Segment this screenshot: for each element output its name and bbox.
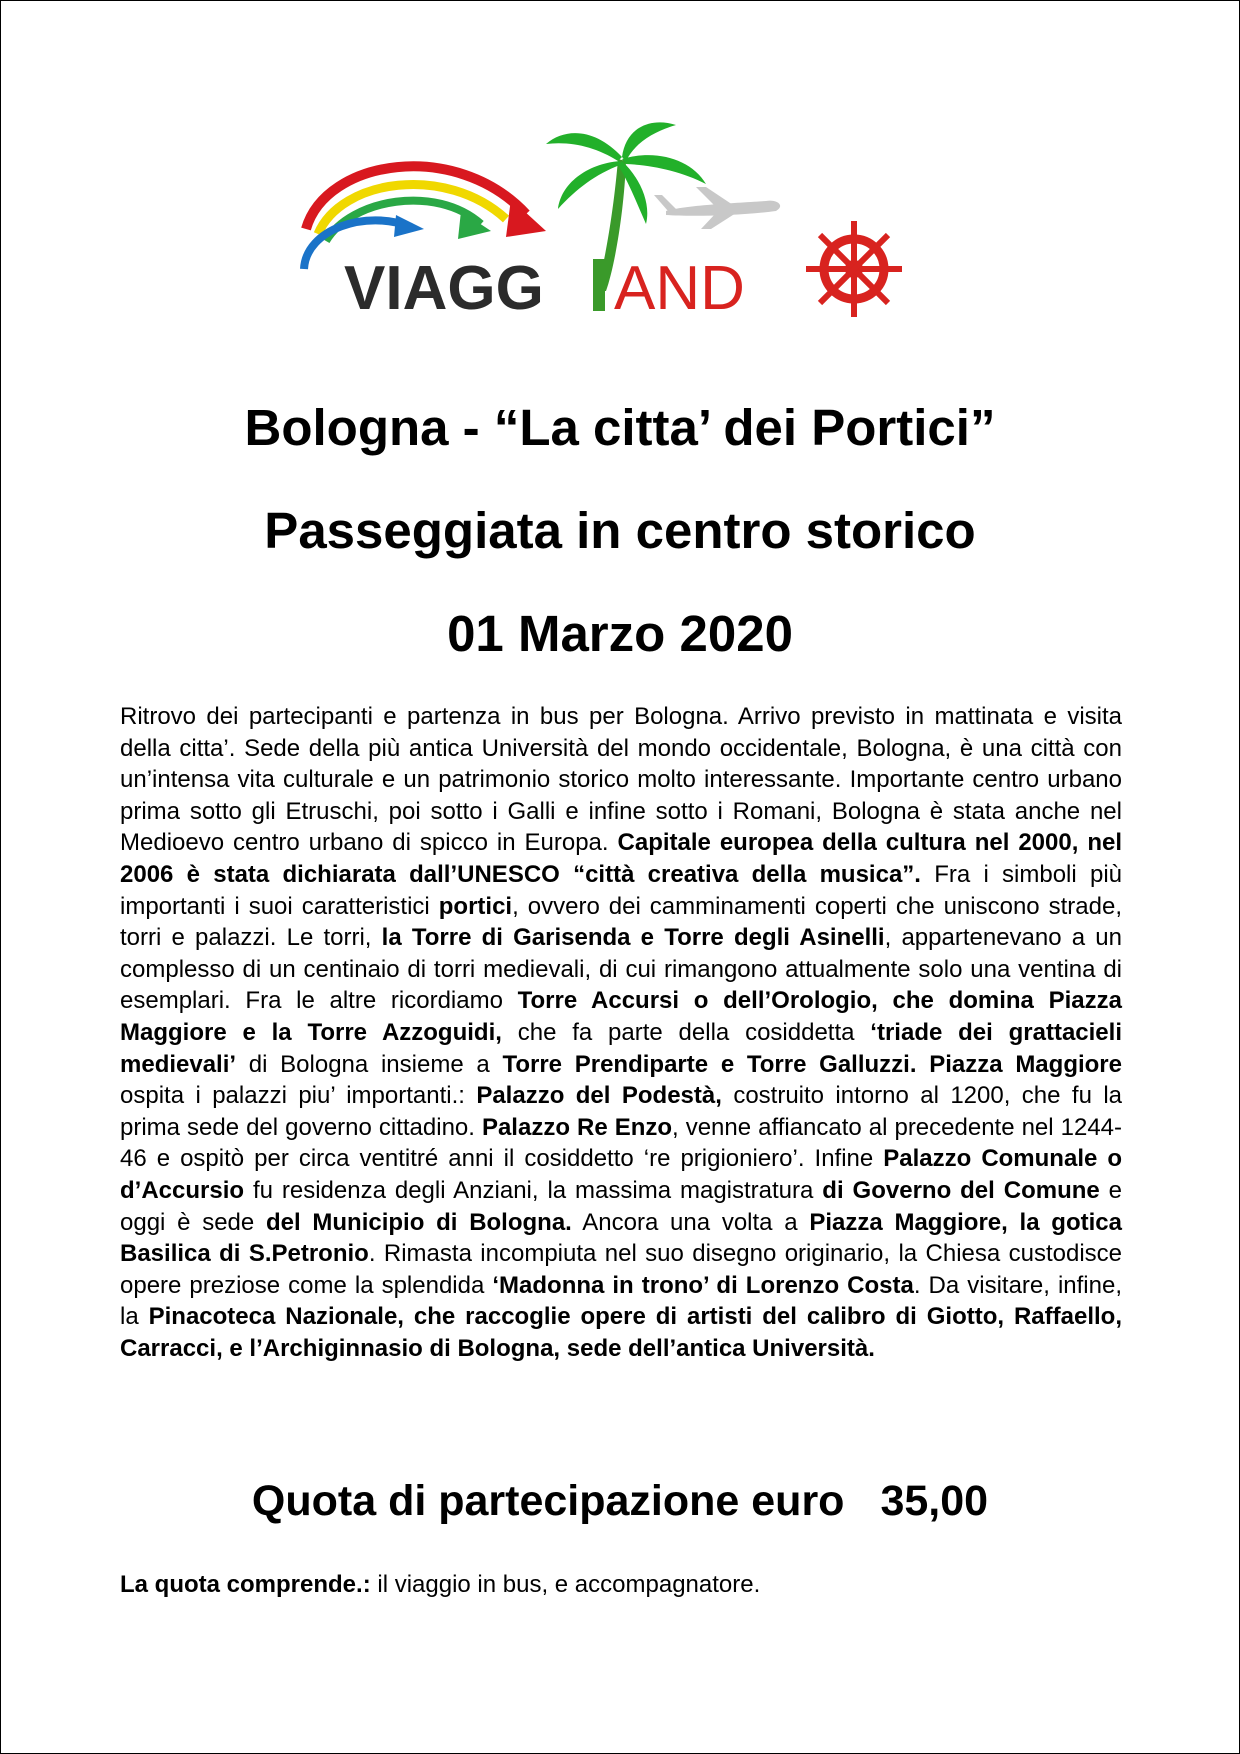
logo-text-right: AND bbox=[614, 254, 745, 323]
title-line-1: Bologna - “La citta’ dei Portici” bbox=[244, 399, 996, 456]
body-text-segment: di Bologna insieme a bbox=[236, 1050, 503, 1078]
highlight-text: di Governo del Comune bbox=[822, 1176, 1100, 1204]
body-text-segment: , ovvero dei camminamenti coperti che uniscono strade, torri e palazzi. Le torri, bbox=[120, 892, 1123, 952]
includes-text: il viaggio in bus, e accompagnatore. bbox=[370, 1571, 761, 1598]
body-text-segment: Fra i simboli più importanti i suoi caratteristici bbox=[120, 860, 1122, 920]
highlight-text: Capitale europea della cultura nel 2000, nel 2006 è stata dichiarata dall’UNESCO “città creativa della musica”. bbox=[120, 829, 1122, 888]
palm-trunk-letter bbox=[593, 259, 605, 311]
viaggiando-logo bbox=[296, 119, 946, 349]
body-text-segment: fu residenza degli Anziani, la massima magistratura bbox=[244, 1176, 823, 1204]
highlight-text: ‘Madonna in trono’ di Lorenzo Costa bbox=[492, 1271, 914, 1299]
highlight-text: Palazzo Comunale o d’Accursio bbox=[120, 1145, 1123, 1204]
body-text-segment: Ancora una volta a bbox=[571, 1208, 810, 1236]
highlight-text: portici bbox=[438, 892, 513, 920]
highlight-text: Torre Prendiparte e Torre Galluzzi. Piazza Maggiore bbox=[502, 1050, 1122, 1078]
highlight-text: la Torre di Garisenda e Torre degli Asinelli bbox=[381, 924, 885, 952]
highlight-text: ‘triade dei grattacieli medievali’ bbox=[120, 1018, 1122, 1078]
description-paragraph bbox=[120, 701, 1122, 1364]
body-text-segment: . Rimasta incompiuta nel suo disegno originario, la Chiesa custodisce opere preziose come la splendida bbox=[120, 1240, 1123, 1299]
includes-line bbox=[120, 1571, 760, 1599]
body-text-segment: . Da visitare, infine, la bbox=[120, 1271, 1122, 1331]
includes-label: La quota comprende.: bbox=[120, 1571, 371, 1598]
body-text-segment: costruito intorno al 1200, che fu la prima sede del governo cittadino. bbox=[120, 1082, 1123, 1141]
body-text-segment: che fa parte della cosiddetta bbox=[501, 1018, 871, 1046]
body-text-segment: , appartenevano a un complesso di un centinaio di torri medievali, di cui rimangono attualmente solo una ventina di esemplari. Fra le altre ricordiamo bbox=[120, 924, 1122, 1015]
highlight-text: Piazza Maggiore, la gotica Basilica di S.Petronio bbox=[120, 1208, 1122, 1268]
title-line-2: Passeggiata in centro storico bbox=[264, 502, 976, 559]
body-text-segment: e oggi è sede bbox=[120, 1176, 1122, 1236]
fee-label: Quota di partecipazione euro bbox=[251, 1477, 845, 1525]
highlight-text: Torre Accursi o dell’Orologio, che domina Piazza Maggiore e la Torre Azzoguidi, bbox=[120, 987, 1122, 1046]
highlight-text: del Municipio di Bologna. bbox=[265, 1208, 572, 1236]
fee-line bbox=[1, 1477, 1239, 1526]
body-text-segment: Ritrovo dei partecipanti e partenza in bus per Bologna. Arrivo previsto in mattinata e visita della citta’. Sede della più antica Università del mondo occidentale, Bologna, è una città con un’intensa vita culturale e un patrimonio storico molto interessante. Importante centro urbano prima sotto gli Etruschi, poi sotto i Galli e infine sotto i Romani, Bologna è stata anche nel Medioevo centro urbano di spicco in Europa. bbox=[120, 703, 1122, 857]
body-text-segment: , venne affiancato al precedente nel 1244-46 e ospitò per circa ventitré anni il cosiddetto ‘re prigioniero’. Infine bbox=[120, 1113, 1123, 1173]
highlight-text: Palazzo Re Enzo bbox=[481, 1113, 673, 1141]
fee-amount: 35,00 bbox=[880, 1477, 989, 1525]
highlight-text: Pinacoteca Nazionale, che raccoglie opere di artisti del calibro di Giotto, Raffaello, Carracci, e l’Archiginnasio di Bologna, sede dell’antica Università. bbox=[120, 1303, 1122, 1362]
highlight-text: Palazzo del Podestà, bbox=[476, 1082, 722, 1110]
airplane-icon bbox=[654, 187, 780, 229]
logo-text-left: VIAGG bbox=[344, 254, 544, 323]
body-text-segment: ospita i palazzi piu’ importanti.: bbox=[120, 1082, 477, 1110]
ship-wheel-icon bbox=[806, 221, 902, 317]
title-date: 01 Marzo 2020 bbox=[447, 605, 793, 662]
